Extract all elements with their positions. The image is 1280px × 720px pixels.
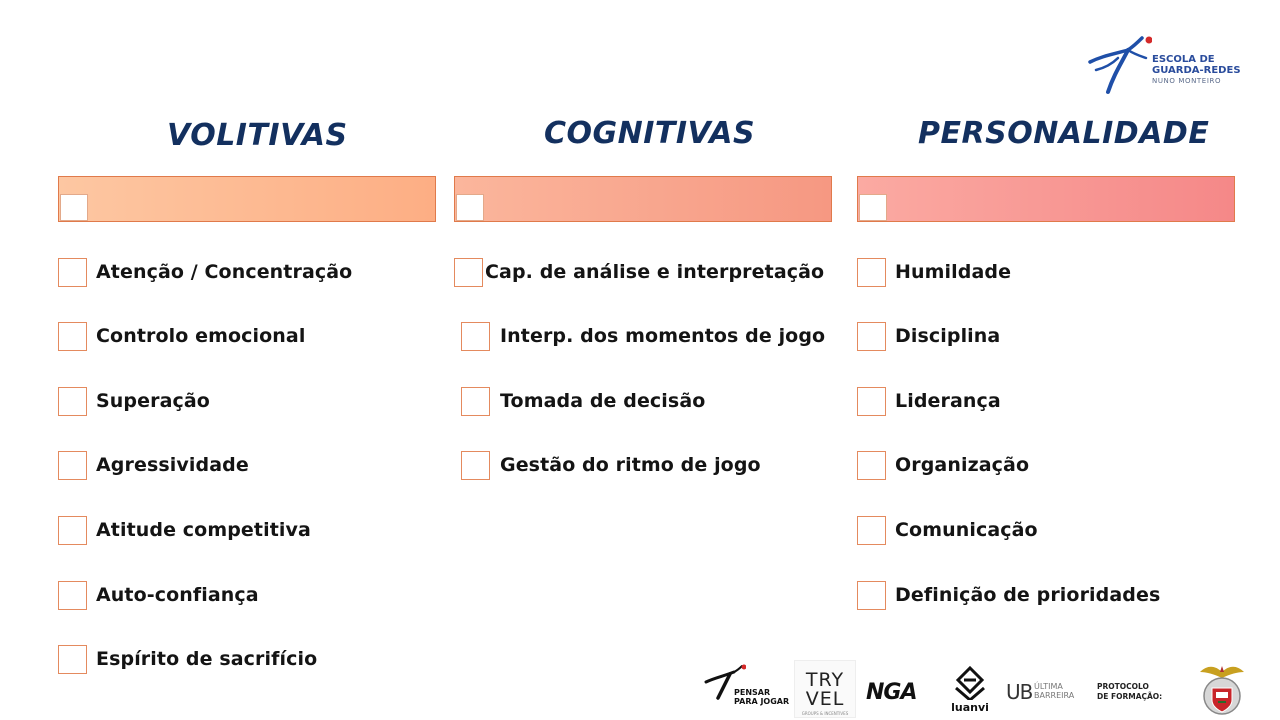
sponsors-footer <box>700 658 1280 720</box>
item-label: Gestão do ritmo de jogo <box>500 454 761 476</box>
column-title-personalidade: PERSONALIDADE <box>918 116 1210 151</box>
checkbox[interactable] <box>58 581 87 610</box>
item-label: Atitude competitiva <box>96 519 311 541</box>
item-label: Atenção / Concentração <box>96 261 353 283</box>
header-bar-cognitivas <box>454 176 832 222</box>
checkbox[interactable] <box>58 258 87 287</box>
checkbox[interactable] <box>857 451 886 480</box>
item-label: Disciplina <box>895 325 1001 347</box>
item-label: Humildade <box>895 261 1012 283</box>
item-label: Definição de prioridades <box>895 584 1161 606</box>
item-label: Auto-confiança <box>96 584 259 606</box>
item-label: Tomada de decisão <box>500 390 706 412</box>
checkbox[interactable] <box>461 451 490 480</box>
checklist-item[interactable] <box>857 515 1038 545</box>
header-checkbox-cognitivas[interactable] <box>456 194 484 221</box>
checkbox[interactable] <box>58 387 87 416</box>
checkbox[interactable] <box>58 322 87 351</box>
checklist-item[interactable] <box>58 386 210 416</box>
goalkeeper-logo-icon <box>1088 34 1152 96</box>
item-label: Cap. de análise e interpretação <box>485 261 825 283</box>
checklist-item[interactable] <box>857 450 1029 480</box>
checkbox[interactable] <box>461 387 490 416</box>
checklist-item[interactable] <box>461 386 705 416</box>
item-label: Espírito de sacrifício <box>96 648 318 670</box>
ub-line-2: BARREIRA <box>1034 691 1075 700</box>
checklist-item[interactable] <box>58 515 311 545</box>
checkbox[interactable] <box>58 645 87 674</box>
checklist-item[interactable] <box>58 644 317 674</box>
checkbox[interactable] <box>857 258 886 287</box>
checkbox[interactable] <box>857 581 886 610</box>
checkbox[interactable] <box>857 516 886 545</box>
logo-line-2: GUARDA-REDES <box>1152 65 1241 76</box>
ub-line-1: ÚLTIMA <box>1034 682 1063 691</box>
checklist-item[interactable] <box>58 321 305 351</box>
checklist-item[interactable] <box>461 450 761 480</box>
checklist-item[interactable] <box>461 321 825 351</box>
checklist-item[interactable] <box>857 386 1001 416</box>
column-title-cognitivas: COGNITIVAS <box>544 116 756 151</box>
protocol-line-1: PROTOCOLO <box>1097 682 1149 691</box>
checklist-item[interactable] <box>58 580 259 610</box>
checklist-item[interactable] <box>857 580 1160 610</box>
checklist-item[interactable] <box>58 450 249 480</box>
item-label: Organização <box>895 454 1030 476</box>
tryvel-line-1: TRY <box>805 669 845 691</box>
checkbox[interactable] <box>454 258 483 287</box>
school-logo <box>1088 34 1248 98</box>
luanvi-logo-icon <box>952 666 988 700</box>
logo-line-1: ESCOLA DE <box>1152 54 1215 65</box>
club-crest-icon <box>1198 662 1246 718</box>
checkbox[interactable] <box>461 322 490 351</box>
tryvel-line-2: VEL <box>805 688 845 710</box>
pensar-line-1: PENSAR <box>734 688 771 697</box>
checkbox[interactable] <box>58 451 87 480</box>
checkbox[interactable] <box>58 516 87 545</box>
checklist-item[interactable] <box>58 257 352 287</box>
sponsor-tryvel <box>794 660 856 718</box>
protocol-label <box>1097 682 1162 702</box>
sponsor-luanvi <box>950 666 990 716</box>
sponsor-club-crest <box>1198 662 1246 718</box>
header-checkbox-personalidade[interactable] <box>859 194 887 221</box>
tryvel-sub: GROUPS & INCENTIVES <box>801 711 849 716</box>
item-label: Liderança <box>895 390 1001 412</box>
item-label: Controlo emocional <box>96 325 306 347</box>
pensar-text <box>734 688 789 706</box>
sponsor-pensar-para-jogar <box>704 664 794 712</box>
checklist-item[interactable] <box>857 257 1011 287</box>
item-label: Comunicação <box>895 519 1038 541</box>
checkbox[interactable] <box>857 322 886 351</box>
luanvi-text: luanvi <box>951 701 989 714</box>
protocol-line-2: DE FORMAÇÃO: <box>1097 692 1163 701</box>
header-bar-personalidade <box>857 176 1235 222</box>
ub-text: UB <box>1006 680 1033 704</box>
column-title-volitivas: VOLITIVAS <box>167 118 348 153</box>
checkbox[interactable] <box>857 387 886 416</box>
logo-line-3: NUNO MONTEIRO <box>1152 77 1222 85</box>
item-label: Agressividade <box>96 454 249 476</box>
school-logo-text <box>1152 54 1241 87</box>
sponsor-nga: NGA <box>866 680 917 705</box>
pensar-line-2: PARA JOGAR <box>734 697 790 706</box>
checklist-item[interactable] <box>454 257 824 287</box>
sponsor-ultima-barreira <box>1006 680 1086 710</box>
header-checkbox-volitivas[interactable] <box>60 194 88 221</box>
item-label: Interp. dos momentos de jogo <box>500 325 826 347</box>
item-label: Superação <box>96 390 210 412</box>
checklist-item[interactable] <box>857 321 1000 351</box>
header-bar-volitivas <box>58 176 436 222</box>
